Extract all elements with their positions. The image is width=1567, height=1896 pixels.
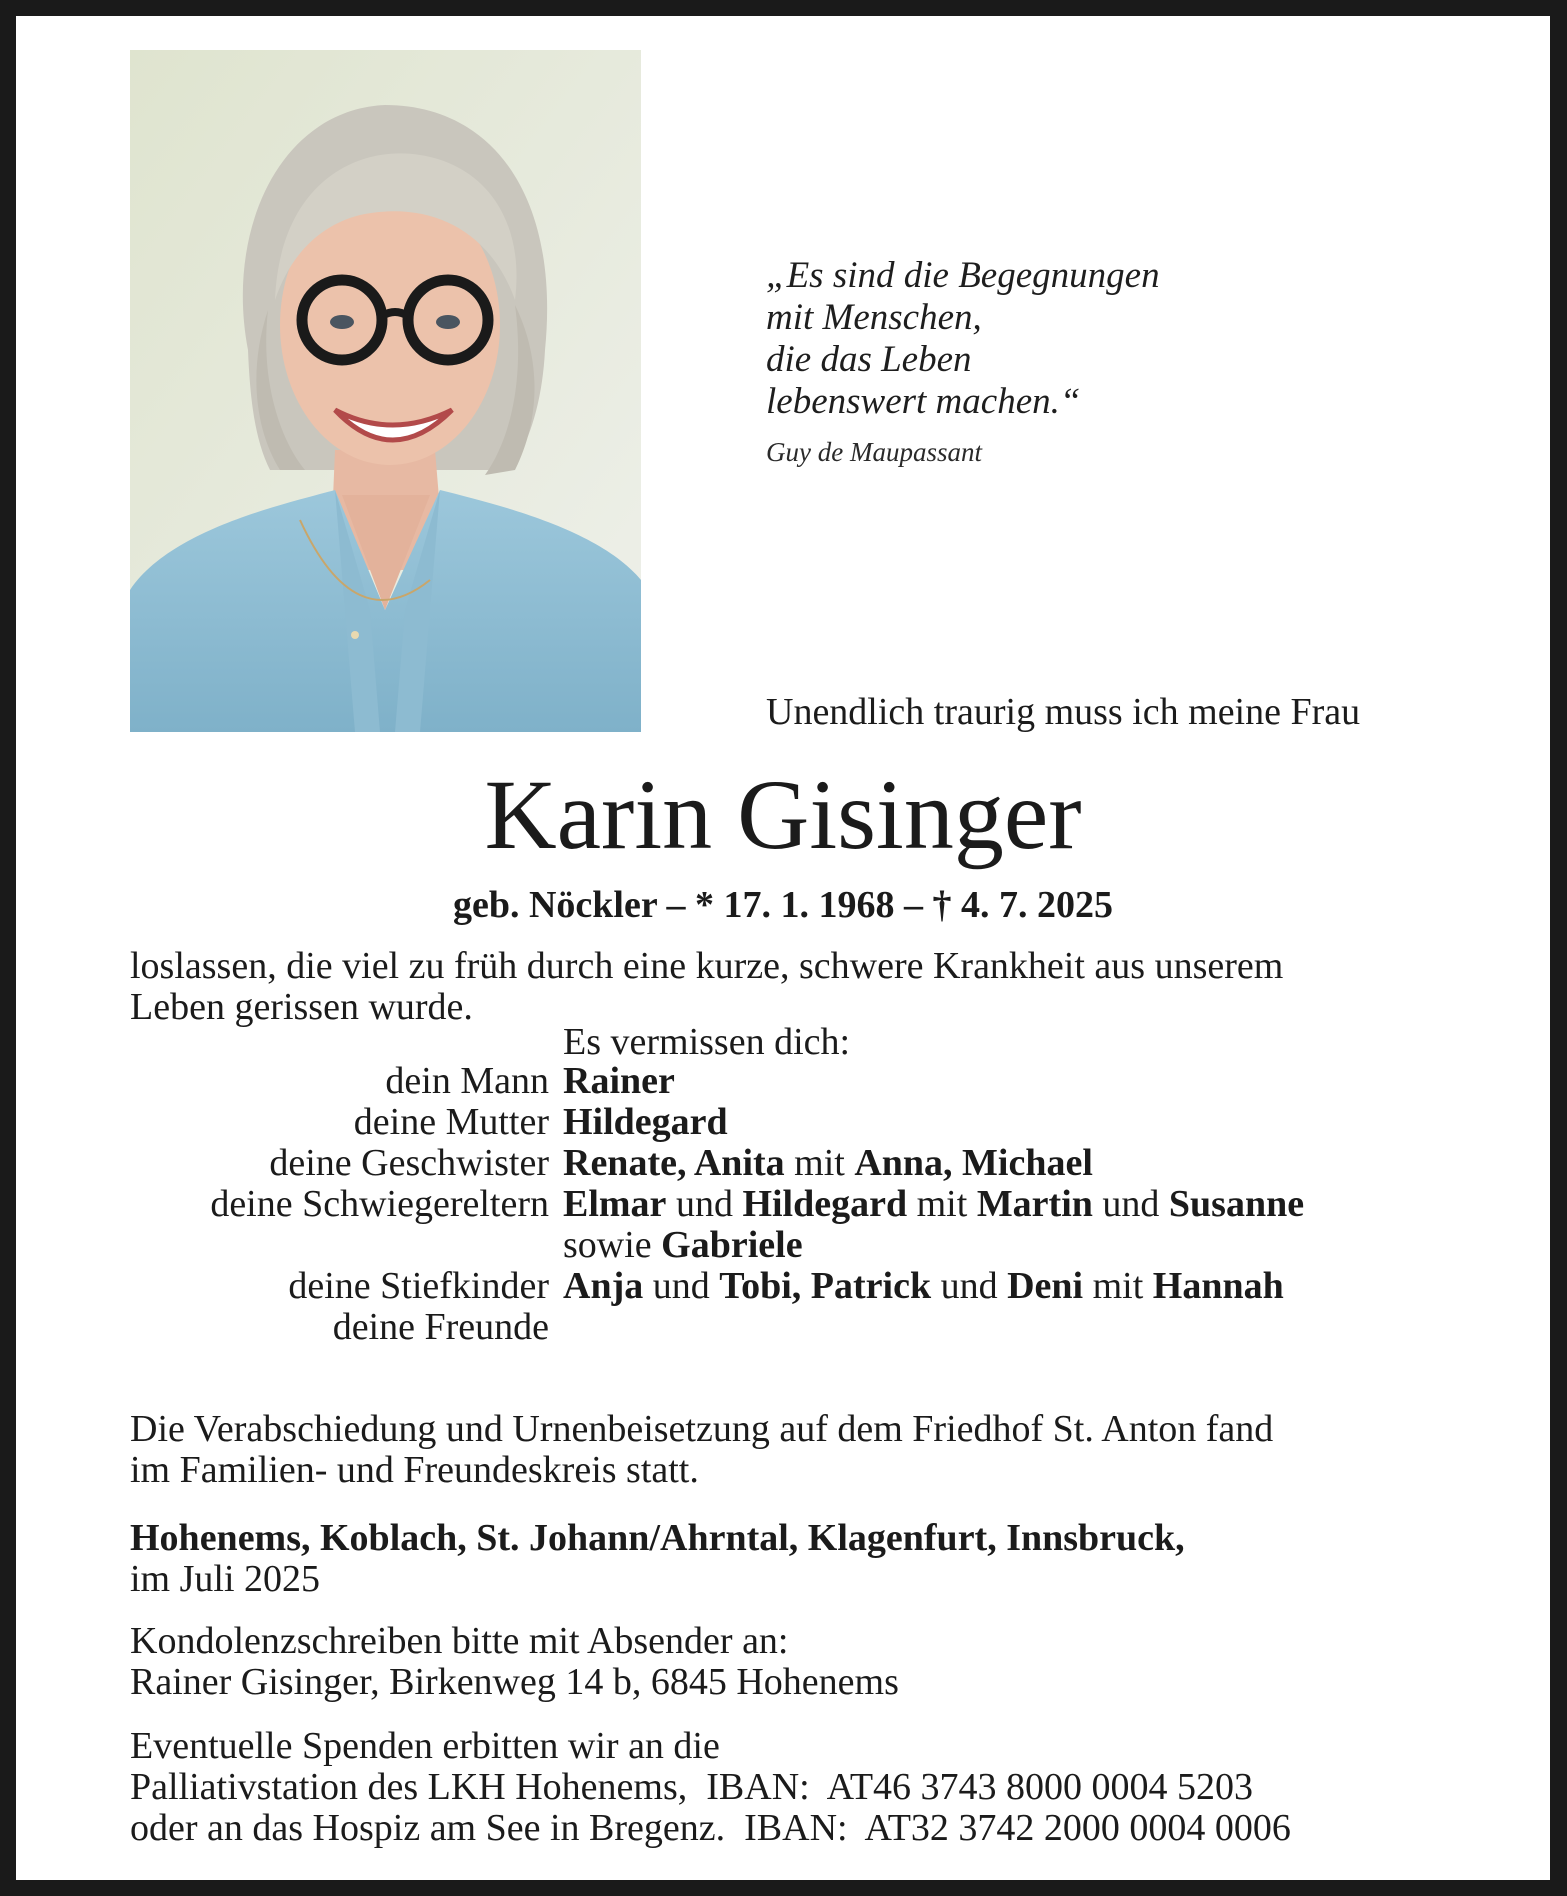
- mourner-relation: deine Schwiegereltern: [210, 1183, 549, 1225]
- connector-text: und: [931, 1265, 1008, 1307]
- quote-line: die das Leben: [766, 339, 972, 380]
- mourners-list: [130, 1061, 1470, 1348]
- mourner-names: [563, 1143, 1093, 1184]
- mourner-names: [563, 1061, 675, 1102]
- condolence-block: [130, 1621, 1450, 1703]
- mourner-names: [563, 1102, 728, 1143]
- mourner-row: [130, 1061, 1470, 1102]
- mourner-row: [130, 1266, 1470, 1307]
- connector-text: und: [1092, 1183, 1169, 1225]
- paragraph-line: Die Verabschiedung und Urnenbeisetzung auf dem Friedhof St. Anton fand: [130, 1408, 1274, 1450]
- mourner-name: Tobi, Patrick: [719, 1265, 932, 1307]
- mourner-names: [563, 1266, 1284, 1307]
- mourners-header: Es vermissen dich:: [563, 1021, 851, 1063]
- mourner-row: [130, 1225, 1470, 1266]
- mourner-relation: deine Geschwister: [269, 1142, 549, 1184]
- mourner-row: [130, 1143, 1470, 1184]
- quote-line: mit Menschen,: [766, 297, 982, 338]
- mourner-row: [130, 1102, 1470, 1143]
- paragraph-line: Eventuelle Spenden erbitten wir an die: [130, 1725, 720, 1767]
- mourner-name: Hildegard: [563, 1101, 728, 1143]
- paragraph-line: Kondolenzschreiben bitte mit Absender an:: [130, 1620, 789, 1662]
- mourner-relation: deine Mutter: [353, 1101, 549, 1143]
- farewell-paragraph: [130, 1409, 1450, 1491]
- intro-text: Unendlich traurig muss ich meine Frau: [766, 691, 1361, 733]
- mourner-name: Gabriele: [661, 1224, 803, 1266]
- paragraph-line: oder an das Hospiz am See in Bregenz. IBAN: AT32 3742 2000 0004 0006: [130, 1807, 1291, 1849]
- mourner-name: Renate, Anita: [563, 1142, 785, 1184]
- deceased-name: Karin Gisinger: [484, 759, 1082, 870]
- place-date: im Juli 2025: [130, 1558, 321, 1600]
- places-block: [130, 1518, 1450, 1600]
- connector-text: mit: [907, 1183, 977, 1225]
- quote-author: Guy de Maupassant: [766, 437, 982, 467]
- portrait-illustration: [130, 50, 641, 732]
- places-line: Hohenems, Koblach, St. Johann/Ahrntal, Klagenfurt, Innsbruck,: [130, 1517, 1185, 1559]
- mourner-name: Anna, Michael: [854, 1142, 1093, 1184]
- connector-text: mit: [1083, 1265, 1153, 1307]
- mourner-names: [563, 1225, 803, 1266]
- connector-text: mit: [784, 1142, 855, 1184]
- birth-death-dates: geb. Nöckler – * 17. 1. 1968 – † 4. 7. 2025: [452, 884, 1114, 926]
- mourner-name: Martin: [976, 1183, 1093, 1225]
- mourner-name: Elmar: [563, 1183, 667, 1225]
- mourner-names: [563, 1184, 1304, 1225]
- quote-line: lebenswert machen.“: [766, 381, 1081, 422]
- donations-block: [130, 1726, 1450, 1849]
- portrait-photo: [130, 50, 641, 732]
- mourner-name: Rainer: [563, 1060, 675, 1102]
- mourner-name: Hildegard: [742, 1183, 908, 1225]
- quote: [766, 255, 1286, 423]
- paragraph-line: Palliativstation des LKH Hohenems, IBAN: AT46 3743 8000 0004 5203: [130, 1766, 1254, 1808]
- connector-text: und: [666, 1183, 743, 1225]
- paragraph-line: im Familien- und Freundeskreis statt.: [130, 1449, 699, 1491]
- mourner-relation: deine Stiefkinder: [288, 1265, 549, 1307]
- mourner-name: Susanne: [1168, 1183, 1305, 1225]
- mourner-name: Anja: [563, 1265, 644, 1307]
- paragraph-line: loslassen, die viel zu früh durch eine kurze, schwere Krankheit aus unserem: [130, 945, 1284, 987]
- connector-text: und: [643, 1265, 720, 1307]
- mourner-name: Hannah: [1152, 1265, 1284, 1307]
- mourner-relation: dein Mann: [385, 1060, 549, 1102]
- connector-text: sowie: [563, 1224, 662, 1266]
- paragraph-line: Leben gerissen wurde.: [130, 986, 473, 1028]
- mourner-relation: [130, 1225, 549, 1266]
- paragraph-line: Rainer Gisinger, Birkenweg 14 b, 6845 Hohenems: [130, 1661, 899, 1703]
- mourner-relation: deine Freunde: [332, 1306, 549, 1348]
- quote-line: „Es sind die Begegnungen: [766, 255, 1160, 296]
- mourner-name: Deni: [1007, 1265, 1084, 1307]
- mourner-row: [130, 1307, 1470, 1348]
- obituary-notice: [16, 16, 1550, 1880]
- announcement-paragraph: [130, 946, 1450, 1028]
- mourner-row: [130, 1184, 1470, 1225]
